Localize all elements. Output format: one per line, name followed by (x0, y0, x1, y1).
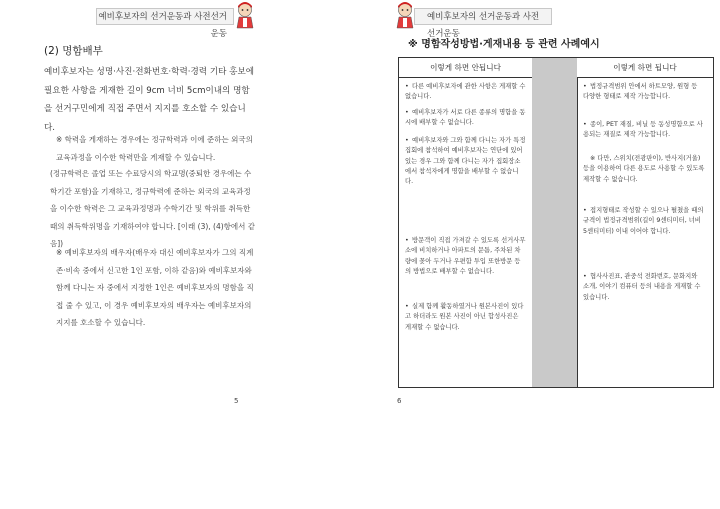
mascot-icon (394, 1, 416, 29)
shaded-divider (532, 58, 578, 387)
example-item (405, 108, 526, 129)
example-item-text: 예비후보자와 그와 함께 다니는 자가 특정 집회에 참석하여 예비후보자는 연단에 있어 있는 경우 그와 함께 다니는 자가 집회장소에서 참석자에게 명함을 배부할 수 없습니다. (405, 137, 526, 186)
note-education: ※ 학력을 게재하는 경우에는 정규학력과 이에 준하는 외국의 교육과정을 이수한 학력만을 게재할 수 있습니다. (56, 135, 253, 162)
example-item-text: 접지형태로 작성할 수 있으나 펼쳤을 때의 규격이 법정규격범위(길이 9센티미터, 너비 5센티미터) 이내 이어야 합니다. (583, 207, 704, 235)
header-band: 예비후보자의 선거운동과 사전선거운동 (96, 8, 234, 25)
example-item-text: 다른 예비후보자에 관한 사항은 게재할 수 없습니다. (405, 83, 526, 101)
page-number: 6 (397, 397, 402, 405)
note-spouse: ※ 예비후보자의 배우자(배우자 대신 예비후보자가 그의 직계존·비속 중에서 신고한 1인 포함, 이하 같음)와 예비후보자와 함께 다니는 자 중에서 지정한 1인은 예비후보자의 명함을 직접 줄 수 있고, 이 경우 예비후보자의 배우자는 예비후보자의 지지를 호소할 수 있습니다. (56, 248, 254, 327)
bullet-icon: • (583, 273, 587, 280)
example-item (405, 236, 526, 277)
bullet-icon: • (405, 137, 409, 144)
example-item (583, 120, 705, 141)
bullet-icon: • (405, 303, 409, 310)
mascot-icon (234, 1, 256, 29)
example-item (583, 206, 705, 237)
example-item-text: 방문객이 직접 가져갈 수 있도록 선거사무소에 비치하거나 아파트의 문틈, 주차된 차량에 꽂아 두거나 우편함 투입 또한방문 등의 방법으로 배부할 수 없습니다. (405, 237, 526, 275)
bullet-icon: • (583, 121, 587, 128)
bullet-icon: • (405, 83, 409, 90)
example-item (405, 136, 526, 187)
bullet-icon: • (583, 83, 587, 90)
example-item-text: 협사사진표, 관중석 전화번호, 문화지와 소개, 이야기 컴퓨터 등의 내용을 게재할 수 있습니다. (583, 273, 701, 301)
example-item (583, 154, 705, 185)
example-item (583, 82, 705, 103)
example-item-text: 종이, PET 재질, 비닐 등 동성명함으로 사용되는 재질로 제작 가능합니다. (583, 121, 703, 139)
note-regular-education: (정규학력은 졸업 또는 수료당시의 학교명(중퇴한 경우에는 수학기간 포함)을 기재하고, 정규학력에 준하는 외국의 교육과정을 이수한 학력은 그 교육과정명과 수학기간 및 학위를 취득한 때의 취득학위명을 기재하여야 합니다. [이래 (3), (4)항에서 같음]) (50, 169, 256, 248)
examples-title: ※ 명함작성방법·게재내용 등 관련 사례예시 (408, 39, 600, 50)
example-item (405, 302, 526, 333)
dont-column-header: 이렇게 하면 안됩니다 (399, 58, 532, 78)
header-band: 예비후보자의 선거운동과 사전선거운동 (414, 8, 552, 25)
example-item-text: 법정규격범위 안에서 하트모양, 원형 등 다양한 형태로 제작 가능합니다. (583, 83, 698, 101)
bullet-icon: • (405, 237, 409, 244)
do-column-header: 이렇게 하면 됩니다 (577, 58, 713, 78)
do-column (577, 58, 713, 387)
bullet-icon: • (405, 109, 409, 116)
right-page (360, 0, 720, 509)
intro-paragraph: 예비후보자는 성명·사진·전화번호·학력·경력 기타 홍보에 필요한 사항을 게재한 길이 9cm 너비 5cm이내의 명함을 선거구민에게 직접 주면서 지지를 호소할 수 있습니다. (44, 67, 255, 133)
example-item-text: 예비후보자가 서로 다른 종류의 명함을 동시에 배부할 수 없습니다. (405, 109, 526, 127)
examples-table (398, 57, 714, 388)
example-item (405, 82, 526, 103)
section-title: (2) 명함배부 (44, 45, 103, 57)
example-item-text: ※ 다만, 스위치(전광판이), 반사지(거울) 등을 이용하여 다른 용도로 사용할 수 있도록 제작할 수 없습니다. (583, 155, 705, 183)
example-item (583, 272, 705, 303)
dont-column (399, 58, 533, 387)
example-item-text: 실제 함께 활동하였거나 원본사진이 있다고 하더라도 원본 사진이 아닌 합성사진은 게재할 수 없습니다. (405, 303, 524, 331)
bullet-icon: • (583, 207, 587, 214)
page-number: 5 (234, 397, 239, 405)
